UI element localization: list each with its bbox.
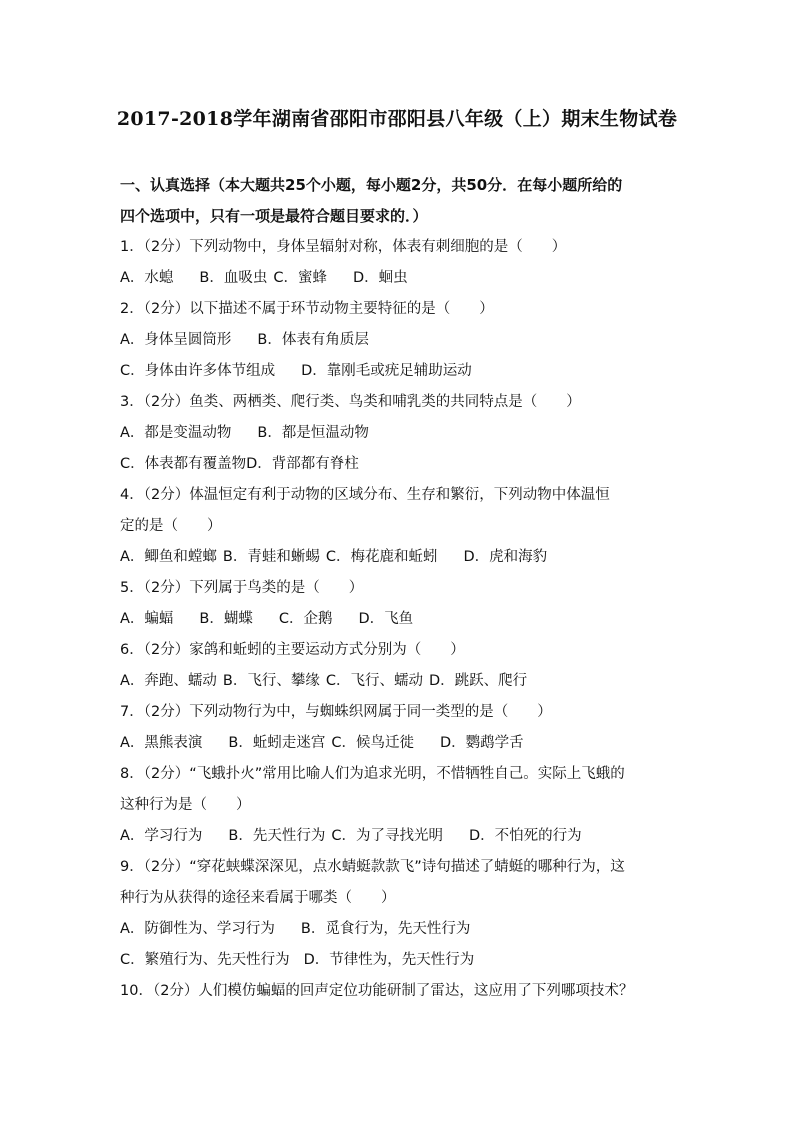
option-a: A．奔跑、蠕动 (120, 673, 217, 689)
option-row (120, 604, 680, 635)
question-6 (120, 635, 680, 697)
option-b: B．血吸虫 (199, 270, 268, 286)
option-row (120, 914, 680, 945)
option-a: A．水螅 (120, 270, 174, 286)
option-row (120, 263, 680, 294)
option-a: A．防御性为、学习行为 (120, 921, 275, 937)
option-d: D．虎和海豹 (463, 549, 548, 565)
option-b: B．先天性行为 (228, 828, 326, 844)
question-stem: 7．（2分）下列动物行为中，与蜘蛛织网属于同一类型的是（ ） (120, 704, 552, 720)
option-c: C．企鹅 (278, 611, 333, 627)
question-3 (120, 387, 680, 480)
option-b: B．飞行、攀缘 (222, 673, 320, 689)
question-stem: 10．（2分）人们模仿蝙蝠的回声定位功能研制了雷达，这应用了下列哪项技术？ (120, 983, 634, 999)
option-d: D．鹦鹉学舌 (440, 735, 524, 751)
option-row (120, 666, 680, 697)
option-d: D．蛔虫 (353, 270, 408, 286)
option-b: B．青蛙和蜥蜴 (222, 549, 320, 565)
option-c: C．为了寻找光明 (331, 828, 443, 844)
section-header-line-1: 一、认真选择（本大题共25个小题，每小题2分，共50分．在每小题所给的 (120, 176, 623, 194)
question-stem-continued: 种行为从获得的途径来看属于哪类（ ） (120, 890, 396, 906)
option-a: A．黑熊表演 (120, 735, 203, 751)
question-8 (120, 759, 680, 852)
question-7 (120, 697, 680, 759)
option-c: C．繁殖行为、先天性行为 (120, 952, 290, 968)
option-a: A．学习行为 (120, 828, 203, 844)
option-b: B．觅食行为，先天性行为 (300, 921, 471, 937)
question-4 (120, 480, 680, 573)
option-d: D．靠刚毛或疣足辅助运动 (301, 363, 472, 379)
question-section (120, 170, 680, 1007)
option-a: A．都是变温动物 (120, 425, 232, 441)
option-row (120, 821, 680, 852)
option-row (120, 728, 680, 759)
option-c: C．候鸟迁徙 (331, 735, 414, 751)
page-title: 2017-2018学年湖南省邵阳市邵阳县八年级（上）期末生物试卷 (116, 108, 678, 130)
option-c: C．身体由许多体节组成 (120, 363, 276, 379)
option-row (120, 325, 680, 356)
option-row (120, 449, 680, 480)
option-c: C．蜜蜂 (273, 270, 327, 286)
option-c: C．体表都有覆盖物 (120, 456, 247, 472)
option-row (120, 418, 680, 449)
option-c: C．梅花鹿和蚯蚓 (325, 549, 438, 565)
question-10 (120, 976, 680, 1007)
option-b: B．都是恒温动物 (257, 425, 369, 441)
question-stem: 6．（2分）家鸽和蚯蚓的主要运动方式分别为（ ） (120, 642, 465, 658)
option-a: A．鲫鱼和螳螂 (120, 549, 217, 565)
question-stem-continued: 定的是（ ） (120, 518, 222, 534)
option-b: B．体表有角质层 (257, 332, 369, 348)
option-a: A．身体呈圆筒形 (120, 332, 232, 348)
question-1 (120, 232, 680, 294)
section-header-line-2: 四个选项中，只有一项是最符合题目要求的．） (120, 207, 428, 225)
question-stem: 2．（2分）以下描述不属于环节动物主要特征的是（ ） (120, 301, 494, 317)
question-stem: 1．（2分）下列动物中，身体呈辐射对称，体表有刺细胞的是（ ） (120, 239, 567, 255)
question-stem: 9．（2分）“穿花蛱蝶深深见，点水蜻蜓款款飞”诗句描述了蜻蜓的哪种行为，这 (120, 859, 625, 875)
option-d: D．节律性为，先天性行为 (303, 952, 475, 968)
option-b: B．蝴蝶 (199, 611, 253, 627)
option-d: D．不怕死的行为 (469, 828, 582, 844)
question-5 (120, 573, 680, 635)
question-2 (120, 294, 680, 387)
option-d: D．跳跃、爬行 (429, 673, 528, 689)
question-stem: 8．（2分）“飞蛾扑火”常用比喻人们为追求光明，不惜牺牲自己。实际上飞蛾的 (120, 766, 625, 782)
option-d: D．飞鱼 (358, 611, 414, 627)
option-c: C．飞行、蠕动 (325, 673, 423, 689)
option-d: D．背部都有脊柱 (246, 456, 359, 472)
question-9 (120, 852, 680, 976)
question-stem: 5．（2分）下列属于鸟类的是（ ） (120, 580, 364, 596)
question-stem: 4．（2分）体温恒定有利于动物的区域分布、生存和繁衍，下列动物中体温恒 (120, 487, 610, 503)
option-row (120, 542, 680, 573)
option-a: A．蝙蝠 (120, 611, 174, 627)
option-row (120, 945, 680, 976)
question-stem: 3．（2分）鱼类、两栖类、爬行类、鸟类和哺乳类的共同特点是（ ） (120, 394, 581, 410)
option-b: B．蚯蚓走迷宫 (228, 735, 326, 751)
option-row (120, 356, 680, 387)
question-stem-continued: 这种行为是（ ） (120, 797, 251, 813)
